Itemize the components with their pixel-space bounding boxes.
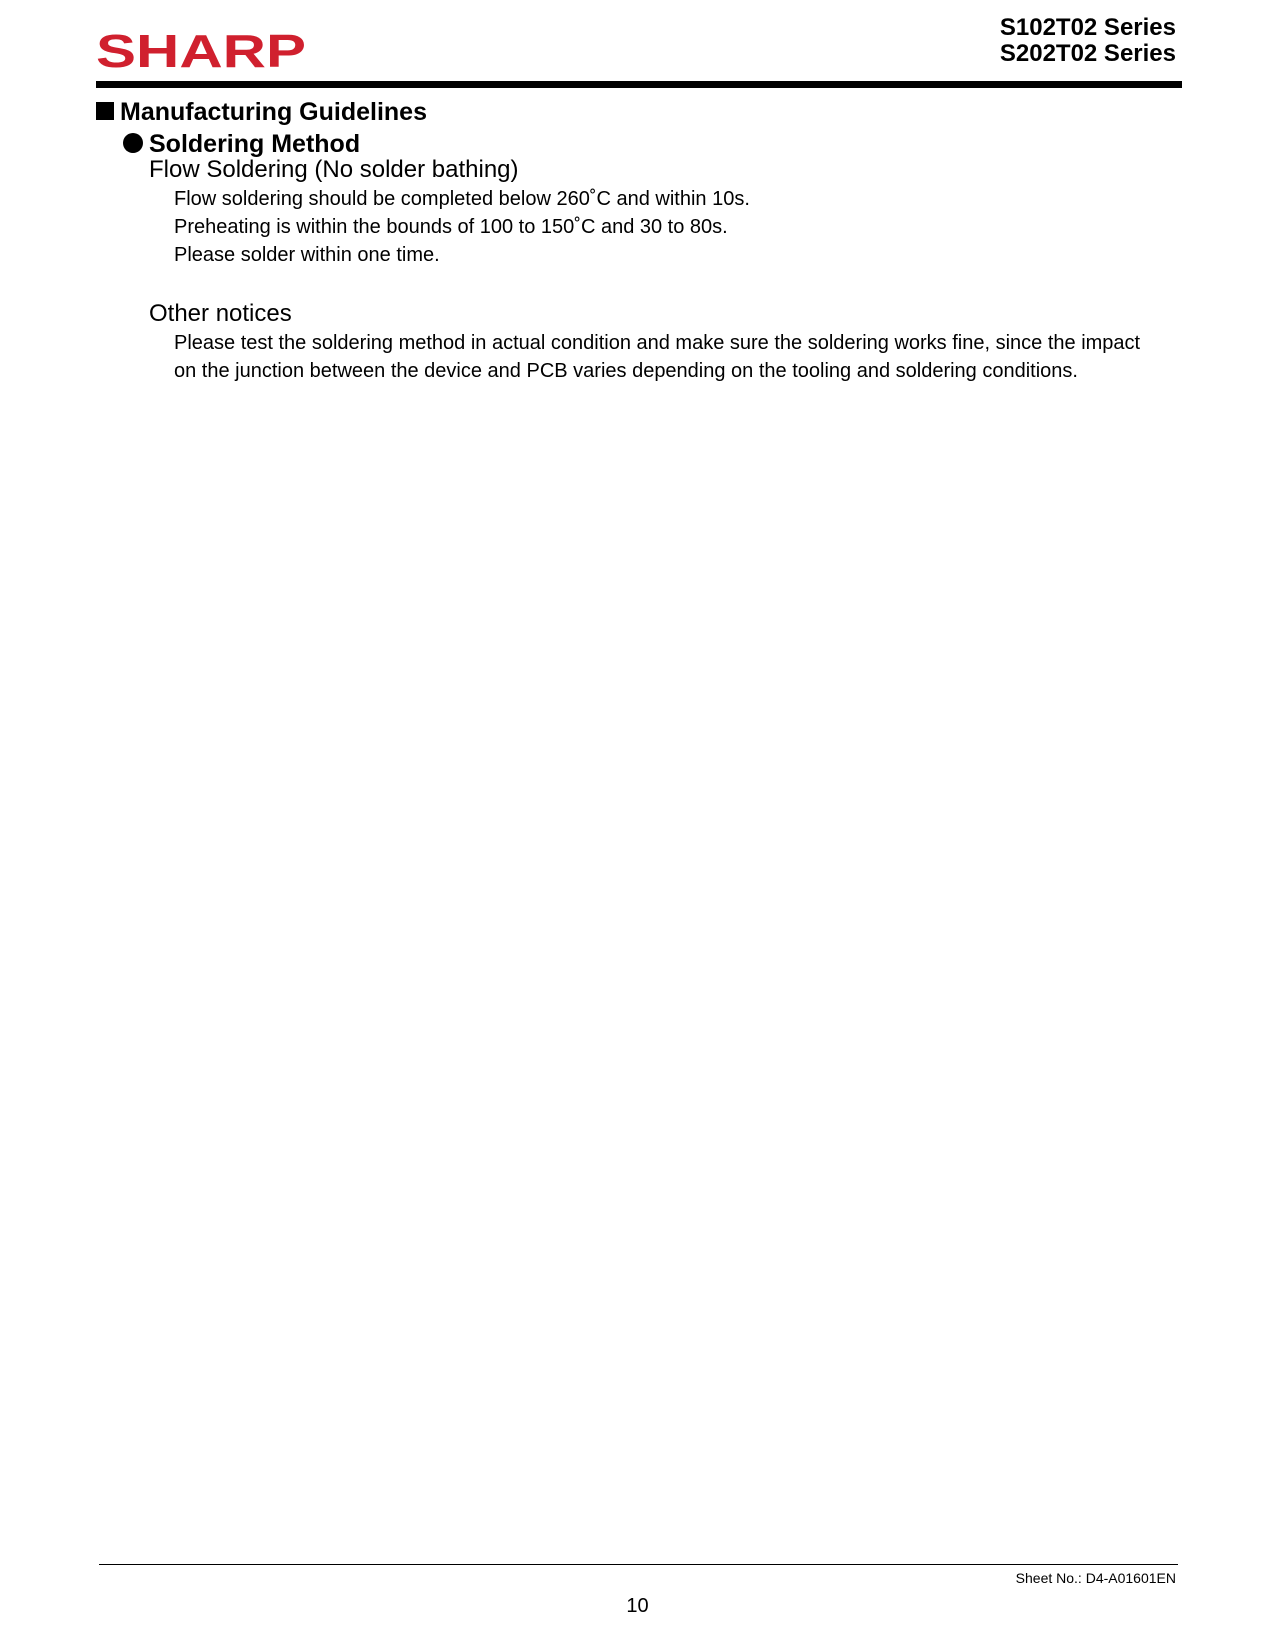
series-line-1: S102T02 Series <box>999 14 1176 41</box>
square-bullet-icon <box>96 102 114 120</box>
other-notices-line: on the junction between the device and PCB varies depending on the tooling and soldering conditions. <box>174 360 1078 382</box>
circle-bullet-icon <box>123 133 143 153</box>
section-heading-text: Manufacturing Guidelines <box>120 98 427 126</box>
page-number: 10 <box>626 1595 649 1617</box>
flow-soldering-line: Flow soldering should be completed below 260˚C and within 10s. <box>174 188 750 210</box>
other-notices-title: Other notices <box>149 300 292 327</box>
sharp-logo-graphic <box>96 26 308 74</box>
series-title <box>1000 15 1176 67</box>
sheet-number: Sheet No.: D4-A01601EN <box>1015 1570 1176 1586</box>
flow-soldering-title: Flow Soldering (No solder bathing) <box>149 156 519 183</box>
other-notices-line: Please test the soldering method in actual condition and make sure the soldering works fine, since the impact <box>174 332 1141 354</box>
sharp-logo-text: SHARP <box>96 26 306 74</box>
subsection-heading-text: Soldering Method <box>149 130 361 158</box>
footer-divider <box>99 1564 1178 1565</box>
flow-soldering-line: Please solder within one time. <box>174 244 440 266</box>
flow-soldering-line: Preheating is within the bounds of 100 to 150˚C and 30 to 80s. <box>174 216 728 238</box>
header-divider <box>96 81 1182 88</box>
series-line-2: S202T02 Series <box>999 40 1176 67</box>
sharp-logo <box>96 26 308 74</box>
section-heading <box>96 97 427 127</box>
